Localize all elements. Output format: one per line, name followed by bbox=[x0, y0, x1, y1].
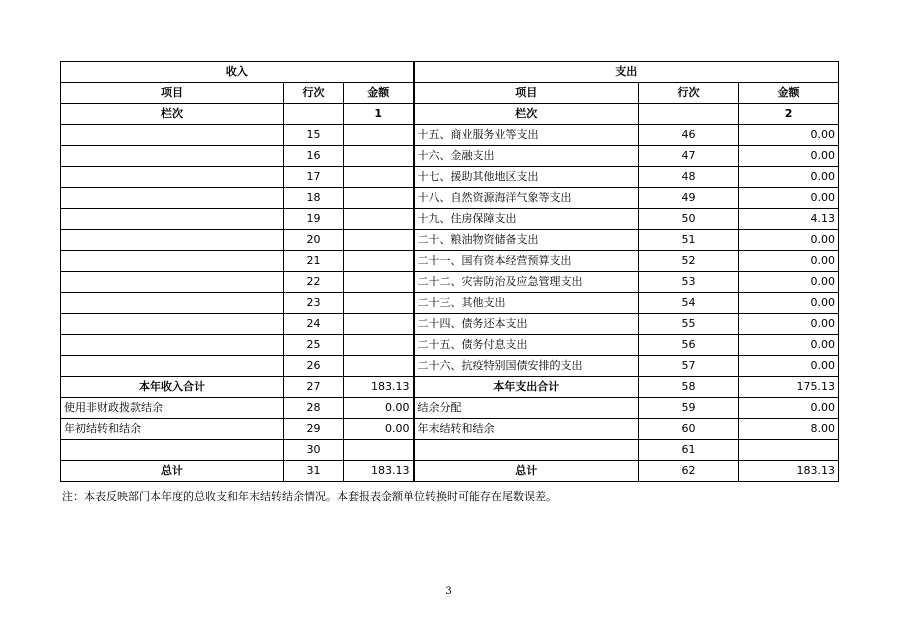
income-item-cell bbox=[61, 209, 284, 230]
expense-line-cell: 51 bbox=[639, 230, 739, 251]
table-row bbox=[61, 167, 839, 188]
income-line-column-number bbox=[284, 104, 344, 125]
expense-column-label: 栏次 bbox=[414, 104, 639, 125]
table-row bbox=[61, 251, 839, 272]
income-item-cell bbox=[61, 230, 284, 251]
income-line-cell: 27 bbox=[284, 377, 344, 398]
income-item-cell bbox=[61, 272, 284, 293]
expense-line-cell: 58 bbox=[639, 377, 739, 398]
expense-amount-header: 金额 bbox=[739, 83, 839, 104]
income-line-cell: 24 bbox=[284, 314, 344, 335]
income-item-cell bbox=[61, 188, 284, 209]
expense-item-cell: 二十三、其他支出 bbox=[414, 293, 639, 314]
expense-amount-cell: 0.00 bbox=[739, 356, 839, 377]
income-item-cell: 年初结转和结余 bbox=[61, 419, 284, 440]
expense-item-cell: 十七、援助其他地区支出 bbox=[414, 167, 639, 188]
income-item-header: 项目 bbox=[61, 83, 284, 104]
table-row bbox=[61, 377, 839, 398]
expense-item-cell: 二十五、债务付息支出 bbox=[414, 335, 639, 356]
income-item-cell: 使用非财政拨款结余 bbox=[61, 398, 284, 419]
income-item-cell bbox=[61, 125, 284, 146]
income-line-cell: 26 bbox=[284, 356, 344, 377]
table-row bbox=[61, 209, 839, 230]
expense-line-cell: 49 bbox=[639, 188, 739, 209]
page-number: 3 bbox=[445, 586, 452, 597]
income-amount-cell bbox=[344, 125, 414, 146]
expense-item-cell: 二十四、债务还本支出 bbox=[414, 314, 639, 335]
expense-line-column-number bbox=[639, 104, 739, 125]
expense-amount-cell: 0.00 bbox=[739, 272, 839, 293]
expense-amount-cell: 0.00 bbox=[739, 251, 839, 272]
income-line-cell: 15 bbox=[284, 125, 344, 146]
income-item-cell bbox=[61, 314, 284, 335]
header-row-columns bbox=[61, 83, 839, 104]
expense-amount-cell: 0.00 bbox=[739, 146, 839, 167]
expense-amount-cell: 0.00 bbox=[739, 167, 839, 188]
income-amount-cell: 183.13 bbox=[344, 377, 414, 398]
expense-item-cell: 二十、粮油物资储备支出 bbox=[414, 230, 639, 251]
income-line-cell: 23 bbox=[284, 293, 344, 314]
income-item-cell bbox=[61, 356, 284, 377]
income-amount-cell bbox=[344, 335, 414, 356]
expense-amount-cell: 0.00 bbox=[739, 335, 839, 356]
income-amount-cell bbox=[344, 440, 414, 461]
budget-summary-table bbox=[60, 61, 839, 482]
expense-line-cell: 62 bbox=[639, 461, 739, 482]
income-column-label: 栏次 bbox=[61, 104, 284, 125]
expense-section-header: 支出 bbox=[414, 62, 839, 83]
header-row-column-numbers bbox=[61, 104, 839, 125]
income-line-cell: 22 bbox=[284, 272, 344, 293]
expense-line-cell: 56 bbox=[639, 335, 739, 356]
income-line-cell: 19 bbox=[284, 209, 344, 230]
expense-amount-cell: 0.00 bbox=[739, 125, 839, 146]
income-amount-cell bbox=[344, 314, 414, 335]
income-line-cell: 18 bbox=[284, 188, 344, 209]
expense-item-cell: 十九、住房保障支出 bbox=[414, 209, 639, 230]
expense-line-cell: 52 bbox=[639, 251, 739, 272]
table-row bbox=[61, 146, 839, 167]
expense-line-cell: 48 bbox=[639, 167, 739, 188]
table-row bbox=[61, 440, 839, 461]
table-row bbox=[61, 314, 839, 335]
table-row bbox=[61, 461, 839, 482]
expense-item-cell: 年末结转和结余 bbox=[414, 419, 639, 440]
expense-item-cell: 十五、商业服务业等支出 bbox=[414, 125, 639, 146]
income-section-header: 收入 bbox=[61, 62, 414, 83]
expense-line-cell: 60 bbox=[639, 419, 739, 440]
expense-item-header: 项目 bbox=[414, 83, 639, 104]
income-amount-cell bbox=[344, 167, 414, 188]
table-row bbox=[61, 188, 839, 209]
table-row bbox=[61, 230, 839, 251]
income-amount-cell bbox=[344, 293, 414, 314]
expense-item-cell bbox=[414, 440, 639, 461]
income-line-cell: 31 bbox=[284, 461, 344, 482]
income-item-cell: 总计 bbox=[61, 461, 284, 482]
expense-item-cell: 二十二、灾害防治及应急管理支出 bbox=[414, 272, 639, 293]
income-item-cell bbox=[61, 167, 284, 188]
expense-amount-cell: 0.00 bbox=[739, 398, 839, 419]
expense-line-header: 行次 bbox=[639, 83, 739, 104]
expense-item-cell: 总计 bbox=[414, 461, 639, 482]
income-amount-cell bbox=[344, 146, 414, 167]
income-item-cell bbox=[61, 251, 284, 272]
expense-amount-cell: 0.00 bbox=[739, 314, 839, 335]
expense-line-cell: 50 bbox=[639, 209, 739, 230]
expense-line-cell: 57 bbox=[639, 356, 739, 377]
income-item-cell bbox=[61, 335, 284, 356]
income-line-cell: 30 bbox=[284, 440, 344, 461]
table-row bbox=[61, 356, 839, 377]
income-item-cell bbox=[61, 146, 284, 167]
table-row bbox=[61, 335, 839, 356]
expense-line-cell: 61 bbox=[639, 440, 739, 461]
expense-line-cell: 53 bbox=[639, 272, 739, 293]
income-amount-cell bbox=[344, 356, 414, 377]
expense-amount-column-number: 2 bbox=[739, 104, 839, 125]
expense-line-cell: 54 bbox=[639, 293, 739, 314]
income-amount-header: 金额 bbox=[344, 83, 414, 104]
income-line-cell: 28 bbox=[284, 398, 344, 419]
income-line-cell: 25 bbox=[284, 335, 344, 356]
income-amount-cell bbox=[344, 188, 414, 209]
table-row bbox=[61, 125, 839, 146]
expense-amount-cell: 8.00 bbox=[739, 419, 839, 440]
expense-line-cell: 47 bbox=[639, 146, 739, 167]
expense-item-cell: 二十一、国有资本经营预算支出 bbox=[414, 251, 639, 272]
expense-item-cell: 结余分配 bbox=[414, 398, 639, 419]
table-row bbox=[61, 398, 839, 419]
header-row-sections bbox=[61, 62, 839, 83]
expense-amount-cell: 0.00 bbox=[739, 188, 839, 209]
table-row bbox=[61, 419, 839, 440]
income-line-header: 行次 bbox=[284, 83, 344, 104]
expense-amount-cell: 175.13 bbox=[739, 377, 839, 398]
expense-amount-cell: 0.00 bbox=[739, 230, 839, 251]
expense-amount-cell: 0.00 bbox=[739, 293, 839, 314]
expense-item-cell: 十六、金融支出 bbox=[414, 146, 639, 167]
expense-line-cell: 55 bbox=[639, 314, 739, 335]
income-amount-cell: 0.00 bbox=[344, 398, 414, 419]
expense-amount-cell: 4.13 bbox=[739, 209, 839, 230]
income-line-cell: 20 bbox=[284, 230, 344, 251]
income-amount-cell: 0.00 bbox=[344, 419, 414, 440]
income-item-cell bbox=[61, 440, 284, 461]
table-footnote: 注：本表反映部门本年度的总收支和年末结转结余情况。本套报表金额单位转换时可能存在尾数误差。 bbox=[62, 490, 557, 503]
income-amount-cell bbox=[344, 230, 414, 251]
income-line-cell: 17 bbox=[284, 167, 344, 188]
expense-item-cell: 十八、自然资源海洋气象等支出 bbox=[414, 188, 639, 209]
expense-amount-cell: 183.13 bbox=[739, 461, 839, 482]
income-amount-cell bbox=[344, 251, 414, 272]
income-item-cell: 本年收入合计 bbox=[61, 377, 284, 398]
income-amount-column-number: 1 bbox=[344, 104, 414, 125]
expense-item-cell: 二十六、抗疫特别国债安排的支出 bbox=[414, 356, 639, 377]
income-amount-cell bbox=[344, 209, 414, 230]
table-row bbox=[61, 293, 839, 314]
expense-line-cell: 46 bbox=[639, 125, 739, 146]
expense-item-cell: 本年支出合计 bbox=[414, 377, 639, 398]
income-item-cell bbox=[61, 293, 284, 314]
income-line-cell: 29 bbox=[284, 419, 344, 440]
income-line-cell: 21 bbox=[284, 251, 344, 272]
expense-line-cell: 59 bbox=[639, 398, 739, 419]
income-amount-cell: 183.13 bbox=[344, 461, 414, 482]
expense-amount-cell bbox=[739, 440, 839, 461]
income-line-cell: 16 bbox=[284, 146, 344, 167]
table-row bbox=[61, 272, 839, 293]
income-amount-cell bbox=[344, 272, 414, 293]
